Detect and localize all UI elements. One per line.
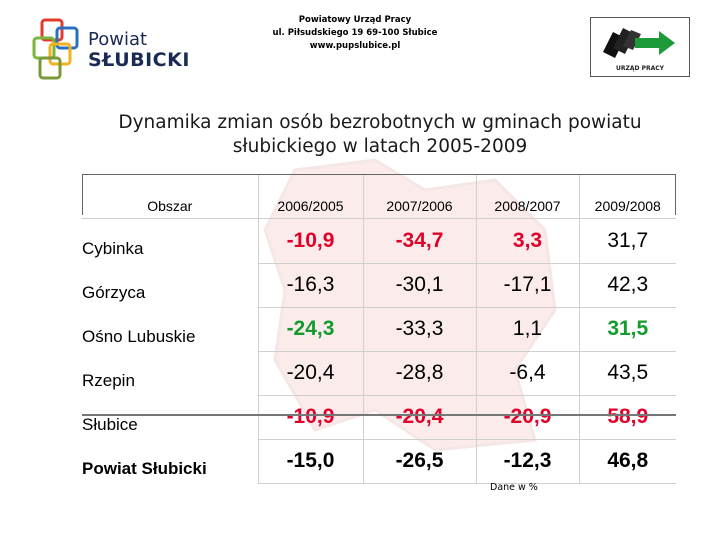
table-cell: -10,9 [258, 219, 363, 264]
powiat-slubicki-logo [30, 18, 190, 80]
title-line2: słubickiego w latach 2005-2009 [232, 136, 528, 157]
column-header-2007-2006: 2007/2006 [363, 174, 476, 219]
table-cell: -12,3 [476, 439, 579, 483]
row-label: Górzyca [82, 283, 146, 302]
column-header-2008-2007: 2008/2007 [476, 174, 579, 219]
table-row [82, 219, 676, 264]
row-label: Rzepin [82, 371, 135, 390]
table-cell: -16,3 [258, 263, 363, 307]
unemployment-dynamics-table [82, 174, 676, 484]
column-header-2009-2008: 2009/2008 [579, 174, 676, 219]
table-cell: 46,8 [579, 439, 676, 483]
urzad-pracy-logo [590, 17, 690, 77]
institution-address: ul. Piłsudskiego 19 69-100 Słubice [272, 28, 438, 38]
table-row [82, 307, 676, 351]
table-row [82, 351, 676, 395]
institution-website: www.pupslubice.pl [309, 41, 401, 51]
urzad-pracy-emblem-icon [591, 18, 689, 68]
table-cell: -20,9 [476, 395, 579, 439]
table-row [82, 263, 676, 307]
row-label: Słubice [82, 415, 138, 434]
table-cell: 3,3 [476, 219, 579, 264]
table-cell: 42,3 [579, 263, 676, 307]
table-cell: -24,3 [258, 307, 363, 351]
table-cell: -30,1 [363, 263, 476, 307]
table-header-row [82, 174, 676, 219]
row-label: Powiat Słubicki [82, 459, 207, 478]
row-label: Cybinka [82, 239, 144, 258]
logo-squares-icon [30, 18, 82, 80]
table-cell: -34,7 [363, 219, 476, 264]
title-line1: Dynamika zmian osób bezrobotnych w gminach powiatu [118, 112, 642, 133]
table-cell: -20,4 [258, 351, 363, 395]
table-cell: 31,5 [579, 307, 676, 351]
table-cell: 1,1 [476, 307, 579, 351]
table-cell: -28,8 [363, 351, 476, 395]
table-cell: -26,5 [363, 439, 476, 483]
table-cell: 58,9 [579, 395, 676, 439]
table-cell: 43,5 [579, 351, 676, 395]
column-header-area: Obszar [82, 174, 258, 219]
table-row [82, 395, 676, 439]
table-cell: 31,7 [579, 219, 676, 264]
table-row [82, 439, 676, 483]
institution-header [240, 14, 470, 53]
table-cell: -17,1 [476, 263, 579, 307]
table-cell: -20,4 [363, 395, 476, 439]
urzad-pracy-label: URZĄD PRACY [616, 65, 664, 72]
table-cell: -10,9 [258, 395, 363, 439]
logo-text-line1: Powiat [88, 29, 148, 50]
row-label: Ośno Lubuskie [82, 327, 196, 346]
table-cell: -33,3 [363, 307, 476, 351]
column-header-2006-2005: 2006/2005 [258, 174, 363, 219]
data-unit-note: Dane w % [490, 482, 538, 493]
table-cell: -15,0 [258, 439, 363, 483]
institution-name: Powiatowy Urząd Pracy [298, 15, 412, 25]
logo-text-line2: SŁUBICKI [88, 49, 190, 71]
table-cell: -6,4 [476, 351, 579, 395]
